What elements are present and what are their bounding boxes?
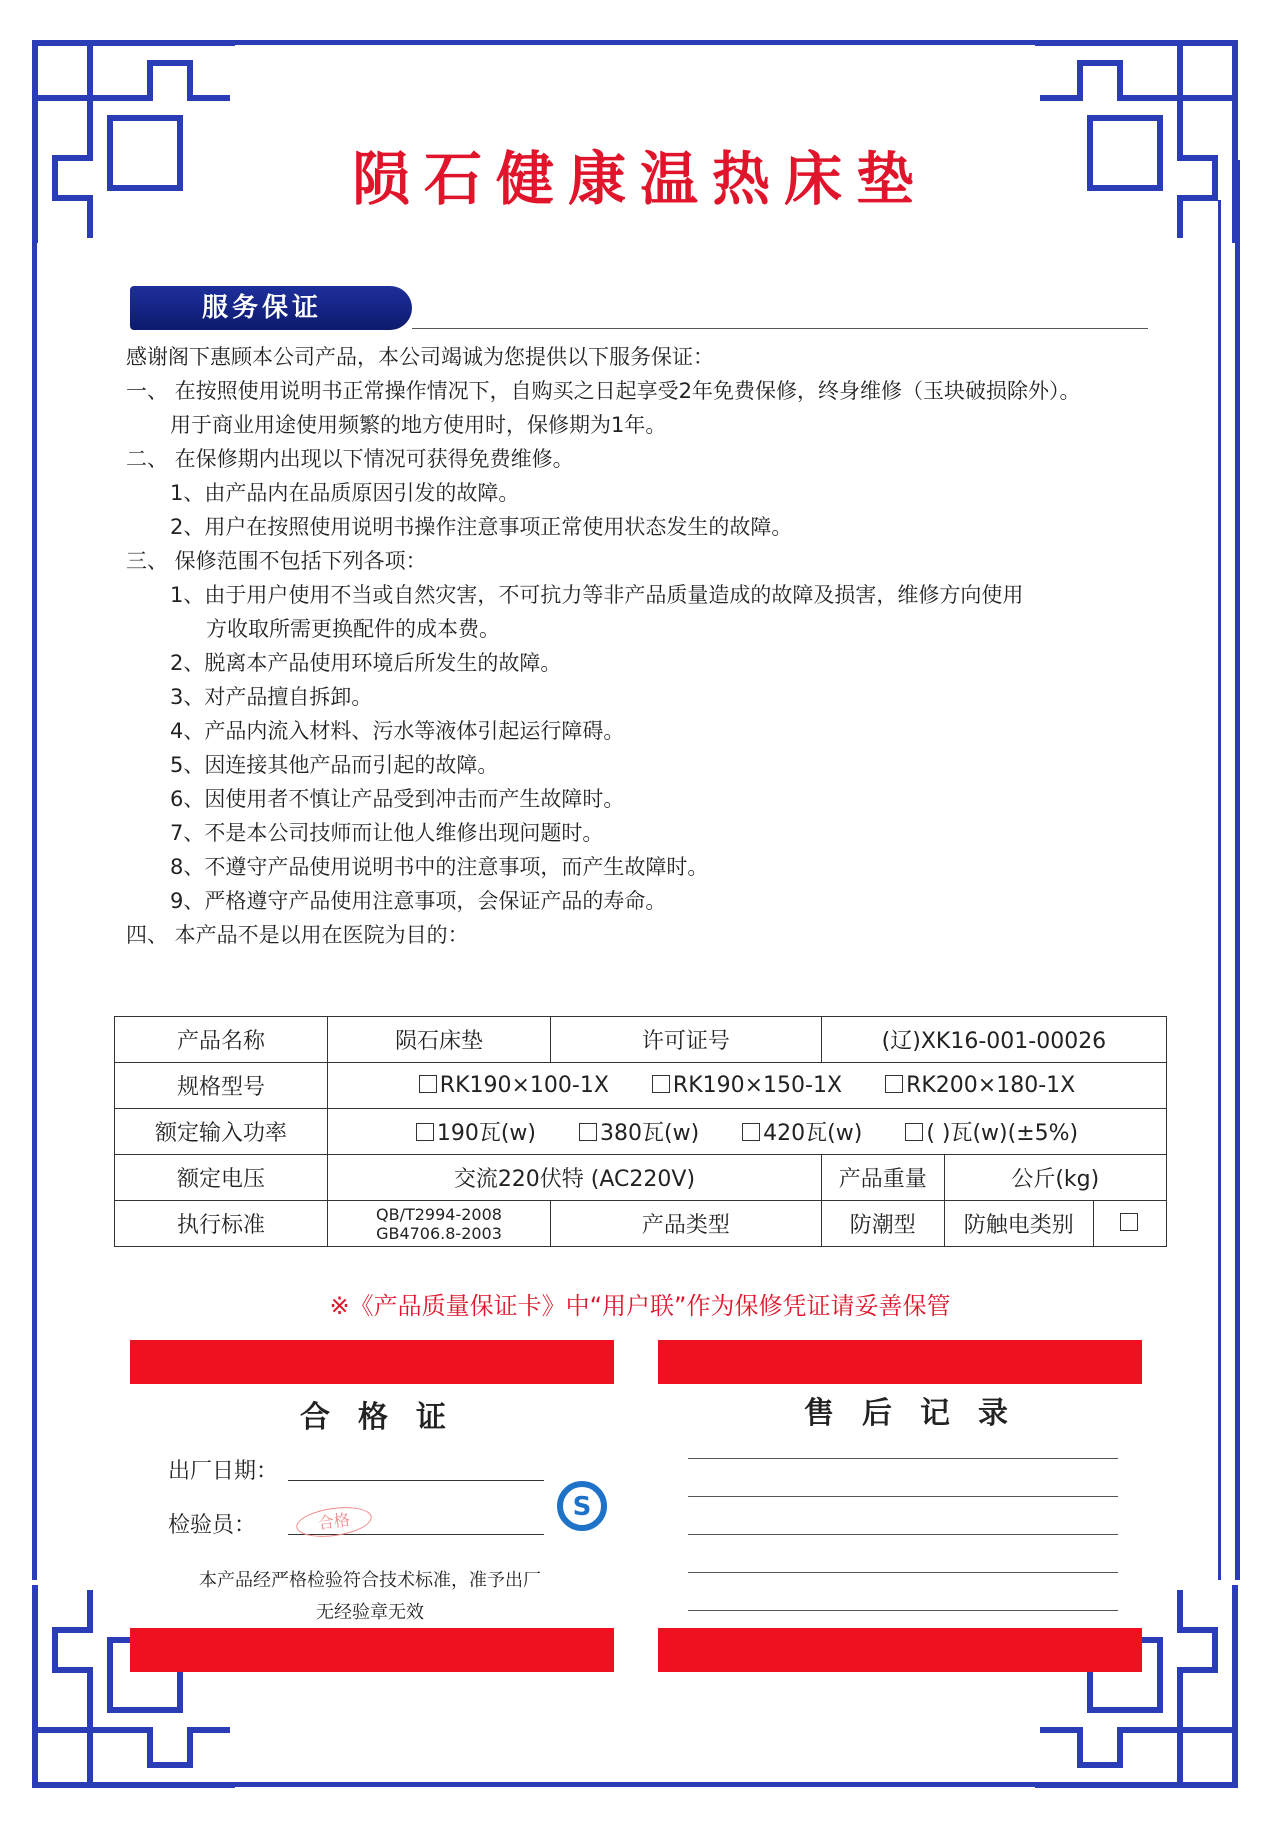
type-label: 产品类型 (551, 1201, 822, 1247)
model-option[interactable]: RK190×100-1X (419, 1073, 609, 1098)
table-row (115, 1017, 1167, 1063)
table-row (115, 1155, 1167, 1201)
power-option[interactable]: 190瓦(w) (416, 1116, 536, 1147)
border-right-inner (1218, 200, 1221, 1580)
record-line[interactable] (688, 1572, 1118, 1573)
model-label: 规格型号 (115, 1063, 328, 1109)
model-option[interactable]: RK190×150-1X (652, 1073, 842, 1098)
type-value: 防潮型 (821, 1201, 944, 1247)
term-line: 1、由于用户使用不当或自然灾害，不可抗力等非产品质量造成的故障及损害，维修方向使用 (170, 583, 1024, 607)
weight-label: 产品重量 (821, 1155, 944, 1201)
voltage-label: 额定电压 (115, 1155, 328, 1201)
term-line: 2、脱离本产品使用环境后所发生的故障。 (170, 651, 562, 675)
term-line: 2、用户在按照使用说明书操作注意事项正常使用状态发生的故障。 (170, 515, 793, 539)
certificate-title: 合格证 (300, 1400, 474, 1435)
shock-label: 防触电类别 (944, 1201, 1093, 1247)
shock-class-box[interactable] (1094, 1201, 1167, 1247)
record-line[interactable] (688, 1496, 1118, 1497)
statement-line: 无经验章无效 (316, 1602, 424, 1623)
product-name-value: 陨石床垫 (328, 1017, 551, 1063)
statement-line: 本产品经严格检验符合技术标准，准予出厂 (199, 1570, 541, 1591)
power-option[interactable]: ( )瓦(w)(±5%) (905, 1116, 1078, 1147)
standard-value: QB/T2994-2008 (376, 1204, 502, 1224)
term-line: 6、因使用者不慎让产品受到冲击而产生故障时。 (170, 787, 625, 811)
corner-ornament-bottom-right (1030, 1580, 1240, 1790)
license-value: (辽)XK16-001-00026 (821, 1017, 1166, 1063)
term-line: 用于商业用途使用频繁的地方使用时，保修期为1年。 (170, 413, 667, 437)
record-line[interactable] (688, 1534, 1118, 1535)
standard-label: 执行标准 (115, 1201, 328, 1247)
date-label: 出厂日期： (168, 1459, 279, 1484)
product-name-label: 产品名称 (115, 1017, 328, 1063)
license-label: 许可证号 (551, 1017, 822, 1063)
record-line[interactable] (688, 1458, 1118, 1459)
warranty-notice: ※《产品质量保证卡》中“用户联”作为保修凭证请妥善保管 (329, 1292, 951, 1320)
checkbox[interactable] (905, 1123, 923, 1141)
power-option[interactable]: 420瓦(w) (742, 1116, 862, 1147)
model-options (328, 1063, 1167, 1109)
term-line: 一、 在按照使用说明书正常操作情况下，自购买之日起享受2年免费保修，终身维修（玉块破损除外）。 (126, 379, 1081, 403)
term-line: 1、由产品内在品质原因引发的故障。 (170, 481, 520, 505)
section-divider (412, 328, 1148, 329)
service-intro: 感谢阁下惠顾本公司产品，本公司竭诚为您提供以下服务保证： (126, 345, 714, 369)
term-line: 四、 本产品不是以用在医院为目的： (126, 923, 469, 947)
checkbox[interactable] (419, 1075, 437, 1093)
checkbox[interactable] (652, 1075, 670, 1093)
term-line: 4、产品内流入材料、污水等液体引起运行障碍。 (170, 719, 625, 743)
service-terms (126, 340, 1176, 952)
model-option[interactable]: RK200×180-1X (885, 1073, 1075, 1098)
qs-quality-mark-icon (556, 1480, 608, 1532)
table-row (115, 1063, 1167, 1109)
border-bottom (150, 1782, 1130, 1787)
border-top (150, 40, 1130, 45)
checkbox[interactable] (885, 1075, 903, 1093)
term-line: 方收取所需更换配件的成本费。 (206, 617, 500, 641)
checkbox[interactable] (579, 1123, 597, 1141)
voltage-value: 交流220伏特 (AC220V) (328, 1155, 822, 1201)
service-section-header: 服务保证 (130, 286, 412, 330)
date-field-line[interactable] (288, 1480, 544, 1481)
inspector-label: 检验员： (168, 1513, 257, 1538)
after-sales-top-bar (658, 1340, 1142, 1384)
qualified-stamp: 合格 (294, 1503, 373, 1541)
term-line: 7、不是本公司技师而让他人维修出现问题时。 (170, 821, 604, 845)
term-line: 二、 在保修期内出现以下情况可获得免费维修。 (126, 447, 574, 471)
after-sales-title: 售后记录 (804, 1396, 1036, 1431)
table-row (115, 1109, 1167, 1155)
power-options (328, 1109, 1167, 1155)
term-line: 三、 保修范围不包括下列各项： (126, 549, 427, 573)
record-line[interactable] (688, 1610, 1118, 1611)
term-line: 9、严格遵守产品使用注意事项，会保证产品的寿命。 (170, 889, 667, 913)
standard-values (328, 1201, 551, 1247)
checkbox[interactable] (1120, 1213, 1138, 1231)
spec-table (114, 1016, 1167, 1247)
standard-value: GB4706.8-2003 (376, 1223, 502, 1243)
border-right (1235, 160, 1240, 1580)
certificate-top-bar (130, 1340, 614, 1384)
term-line: 3、对产品擅自拆卸。 (170, 685, 373, 709)
certificate-statement (130, 1565, 610, 1629)
weight-unit: 公斤(kg) (944, 1155, 1166, 1201)
term-line: 8、不遵守产品使用说明书中的注意事项，而产生故障时。 (170, 855, 709, 879)
certificate-bottom-bar (130, 1628, 614, 1672)
border-left (32, 240, 37, 1580)
qs-label: S (572, 1492, 592, 1522)
power-option[interactable]: 380瓦(w) (579, 1116, 699, 1147)
term-line: 5、因连接其他产品而引起的故障。 (170, 753, 499, 777)
power-label: 额定输入功率 (115, 1109, 328, 1155)
table-row (115, 1201, 1167, 1247)
after-sales-bottom-bar (658, 1628, 1142, 1672)
checkbox[interactable] (742, 1123, 760, 1141)
checkbox[interactable] (416, 1123, 434, 1141)
document-title: 陨石健康温热床垫 (351, 145, 928, 213)
